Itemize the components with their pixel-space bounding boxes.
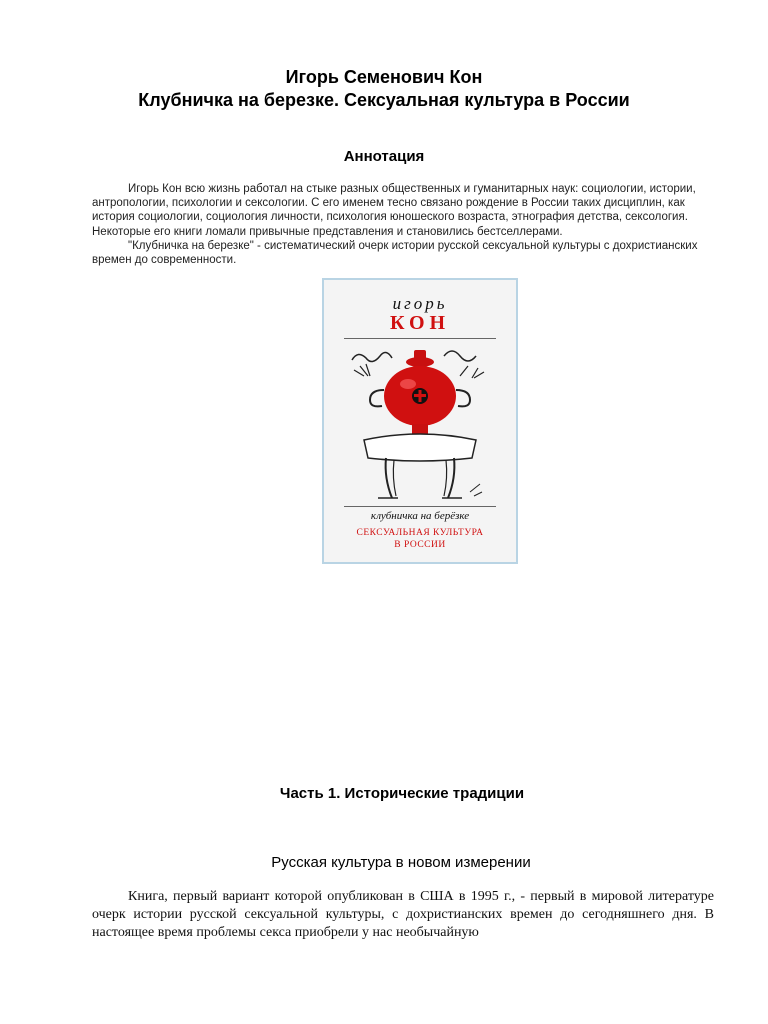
annotation-paragraph: "Клубничка на березке" - систематический очерк истории русской сексуальной культуры с дохристианских времен до современности.	[92, 239, 698, 267]
cover-author-last: КОН	[389, 312, 451, 334]
annotation-body	[92, 182, 714, 267]
section-heading: Русская культура в новом измерении	[271, 854, 531, 871]
book-cover-image	[322, 278, 518, 564]
body-paragraph: Книга, первый вариант которой опубликован в США в 1995 г., - первый в мировой литературе очерк истории русской сексуальной культуры, с дохристианских времен до сегодняшнего дня. В настоящее время проблемы секса приобрели у нас необычайную	[92, 889, 714, 940]
cover-title-line: СЕКСУАЛЬНАЯ КУЛЬТУРА	[356, 528, 484, 538]
cover-rule	[344, 506, 496, 507]
author-name: Игорь Семенович Кон	[285, 67, 483, 87]
cover-author-first: игорь	[392, 294, 448, 313]
cover-title-line: В РОССИИ	[394, 540, 446, 550]
annotation-paragraph: Игорь Кон всю жизнь работал на стыке разных общественных и гуманитарных наук: социологии, истории, антропологии, психологии и сексологии. С его именем тесно связано рождение в России таких дисциплин, как история социологии, социология личности, психология юношеского возраста, этнография детства, сексология. Некоторые его книги ломали привычные представления и становились бестселлерами.	[92, 183, 696, 238]
document-title-block	[0, 66, 768, 112]
cover-subtitle: клубничка на берёзке	[370, 510, 470, 522]
annotation-heading: Аннотация	[343, 148, 425, 165]
body-text	[92, 888, 714, 942]
samovar-illustration	[334, 336, 506, 504]
part-heading: Часть 1. Исторические традиции	[279, 785, 525, 802]
book-title: Клубничка на березке. Сексуальная культура в России	[138, 90, 630, 110]
